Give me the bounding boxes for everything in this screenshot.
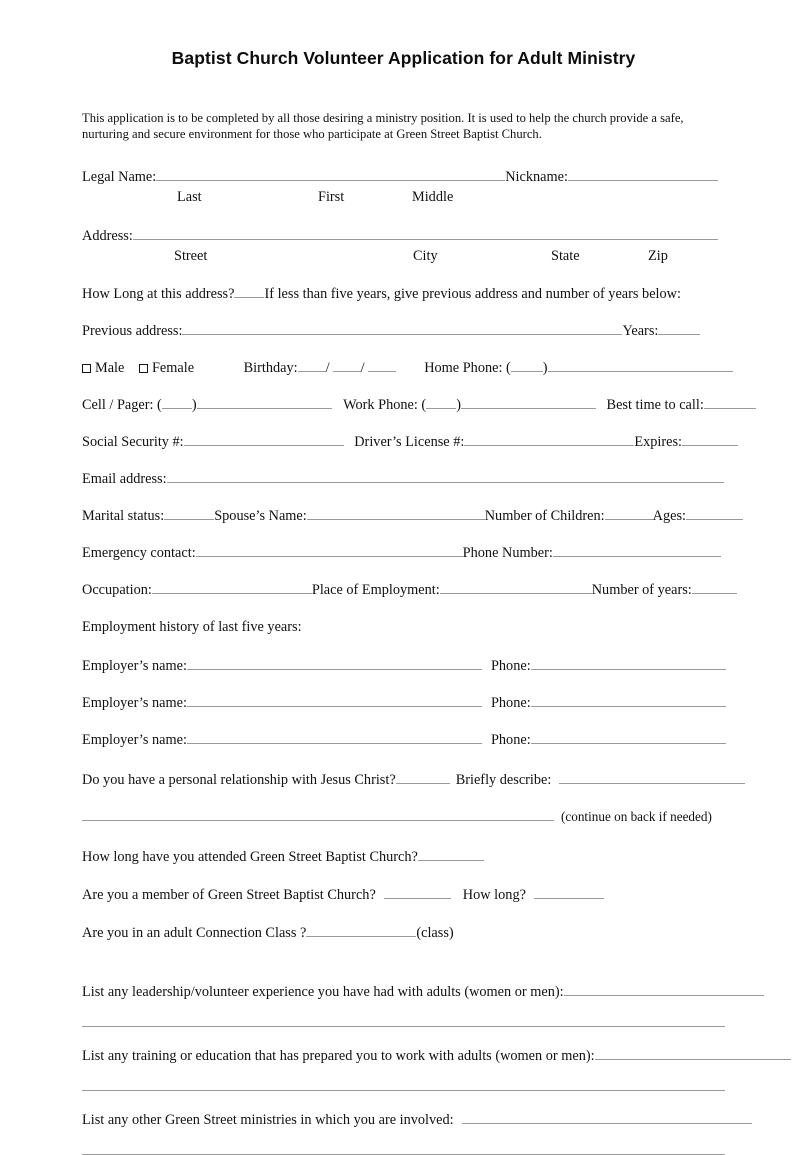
- address-captions: [82, 248, 725, 267]
- caption-state: State: [551, 248, 580, 264]
- briefly-describe-label: Briefly describe:: [455, 772, 552, 788]
- connection-class-row: [82, 904, 725, 942]
- years-input[interactable]: [658, 321, 700, 335]
- previous-address-row: [82, 303, 725, 340]
- how-long-address-tail: If less than five years, give previous address and number of years below:: [264, 286, 681, 302]
- birthday-label: Birthday:: [243, 360, 298, 376]
- birthday-year-input[interactable]: [368, 358, 396, 372]
- occupation-label: Occupation:: [82, 582, 152, 598]
- leadership-question-label: List any leadership/volunteer experience you have had with adults (women or men):: [82, 984, 564, 1000]
- email-row: [82, 451, 725, 488]
- number-children-label: Number of Children:: [484, 508, 605, 524]
- other-ministries-answer-line[interactable]: [82, 1129, 725, 1155]
- employer-phone-input[interactable]: [531, 656, 726, 670]
- cell-work-phone-row: [82, 377, 725, 414]
- email-input[interactable]: [167, 469, 724, 483]
- how-long-attended-row: [82, 826, 725, 866]
- place-employment-input[interactable]: [440, 580, 592, 594]
- cell-pager-label: Cell / Pager: (: [82, 397, 162, 413]
- address-input[interactable]: [133, 226, 718, 240]
- emergency-contact-label: Emergency contact:: [82, 545, 196, 561]
- nickname-input[interactable]: [568, 167, 718, 181]
- employer-name-label: Employer’s name:: [82, 732, 187, 748]
- ages-label: Ages:: [652, 508, 687, 524]
- cell-area-input[interactable]: [162, 395, 192, 409]
- leadership-input[interactable]: [564, 982, 764, 996]
- emergency-phone-input[interactable]: [553, 543, 721, 557]
- legal-name-row: [82, 142, 725, 186]
- how-long-input[interactable]: [534, 885, 604, 899]
- employer-name-input[interactable]: [187, 693, 482, 707]
- member-input[interactable]: [384, 885, 451, 899]
- marital-status-row: [82, 488, 725, 525]
- training-row: [82, 1027, 725, 1065]
- ssn-input[interactable]: [184, 432, 344, 446]
- drivers-license-input[interactable]: [464, 432, 634, 446]
- occupation-row: [82, 562, 725, 599]
- legal-name-label: Legal Name:: [82, 169, 157, 185]
- employer-row-3: [82, 712, 725, 749]
- ages-input[interactable]: [686, 506, 743, 520]
- connection-class-input[interactable]: [306, 923, 416, 937]
- continue-note: (continue on back if needed): [561, 809, 712, 824]
- how-long-label: How long?: [462, 887, 526, 903]
- previous-address-label: Previous address:: [82, 323, 183, 339]
- female-label: Female: [151, 360, 195, 376]
- work-phone-label: Work Phone: (: [343, 397, 427, 413]
- other-ministries-question-label: List any other Green Street ministries in which you are involved:: [82, 1112, 454, 1128]
- cell-pager-input[interactable]: [197, 395, 332, 409]
- checkbox-female[interactable]: [139, 364, 148, 373]
- caption-last: Last: [177, 189, 202, 205]
- legal-name-input[interactable]: [156, 167, 505, 181]
- employer-phone-input[interactable]: [531, 730, 726, 744]
- place-employment-label: Place of Employment:: [311, 582, 440, 598]
- leadership-row: [82, 942, 725, 1001]
- other-ministries-input[interactable]: [462, 1110, 752, 1124]
- home-phone-paren: ): [542, 360, 548, 376]
- caption-middle: Middle: [412, 189, 454, 205]
- cell-paren: ): [191, 397, 197, 413]
- training-question-label: List any training or education that has prepared you to work with adults (women or men):: [82, 1048, 595, 1064]
- work-paren: ): [456, 397, 461, 413]
- employer-row-1: [82, 636, 725, 675]
- number-children-input[interactable]: [605, 506, 653, 520]
- employer-name-label: Employer’s name:: [82, 695, 187, 711]
- caption-city: City: [413, 248, 438, 264]
- address-row: [82, 208, 725, 245]
- birthday-slash-2: /: [360, 360, 365, 376]
- spouse-name-input[interactable]: [307, 506, 485, 520]
- employer-name-label: Employer’s name:: [82, 658, 187, 674]
- spouse-name-label: Spouse’s Name:: [214, 508, 307, 524]
- how-long-attended-label: How long have you attended Green Street Baptist Church?: [82, 849, 418, 865]
- employer-phone-label: Phone:: [490, 732, 531, 748]
- form-content: [82, 0, 725, 1155]
- male-label: Male: [95, 360, 125, 376]
- how-long-address-input[interactable]: [234, 284, 264, 298]
- member-question-label: Are you a member of Green Street Baptist Church?: [82, 887, 376, 903]
- checkbox-male[interactable]: [82, 364, 91, 373]
- email-label: Email address:: [82, 471, 167, 487]
- how-long-address-label: How Long at this address?: [82, 286, 235, 302]
- connection-class-label: Are you in an adult Connection Class ?: [82, 925, 307, 941]
- briefly-describe-input[interactable]: [559, 770, 745, 784]
- caption-first: First: [318, 189, 345, 205]
- emergency-contact-row: [82, 525, 725, 562]
- employer-phone-label: Phone:: [490, 695, 531, 711]
- employment-history-label: Employment history of last five years:: [82, 619, 302, 635]
- address-label: Address:: [82, 228, 133, 244]
- how-long-attended-input[interactable]: [418, 847, 484, 861]
- years-label: Years:: [622, 323, 659, 339]
- employer-phone-input[interactable]: [531, 693, 726, 707]
- member-row: [82, 866, 725, 904]
- other-ministries-row: [82, 1091, 725, 1129]
- gender-birthday-phone-row: [82, 340, 725, 377]
- phone-number-label: Phone Number:: [462, 545, 553, 561]
- work-area-input[interactable]: [426, 395, 456, 409]
- drivers-license-label: Driver’s License #:: [354, 434, 465, 450]
- training-answer-line[interactable]: [82, 1065, 725, 1091]
- marital-status-input[interactable]: [164, 506, 214, 520]
- emergency-contact-input[interactable]: [196, 543, 463, 557]
- page-title: Baptist Church Volunteer Application for Adult Ministry: [171, 48, 636, 68]
- number-years-label: Number of years:: [591, 582, 692, 598]
- intro-paragraph: This application is to be completed by all those desiring a ministry position. It is used to help the church provide a safe, nurturing and secure environment for those who participate at Green Street Baptist Church.: [82, 111, 684, 141]
- caption-zip: Zip: [648, 248, 668, 264]
- birthday-slash-1: /: [325, 360, 330, 376]
- ssn-license-row: [82, 414, 725, 451]
- work-phone-input[interactable]: [461, 395, 596, 409]
- employer-row-2: [82, 675, 725, 712]
- relationship-input[interactable]: [396, 770, 450, 784]
- previous-address-input[interactable]: [182, 321, 622, 335]
- number-years-input[interactable]: [692, 580, 737, 594]
- employer-phone-label: Phone:: [490, 658, 531, 674]
- marital-status-label: Marital status:: [82, 508, 165, 524]
- class-note: (class): [416, 925, 454, 941]
- employment-history-heading: [82, 599, 725, 636]
- name-captions: [82, 189, 725, 208]
- expires-label: Expires:: [634, 434, 682, 450]
- briefly-describe-input-line2[interactable]: [82, 807, 554, 821]
- occupation-input[interactable]: [152, 580, 312, 594]
- employer-name-input[interactable]: [187, 656, 482, 670]
- caption-street: Street: [174, 248, 208, 264]
- how-long-address-row: [82, 267, 725, 303]
- home-phone-area-input[interactable]: [511, 358, 543, 372]
- best-time-input[interactable]: [704, 395, 756, 409]
- relationship-row: [82, 749, 725, 789]
- home-phone-input[interactable]: [548, 358, 733, 372]
- birthday-day-input[interactable]: [333, 358, 361, 372]
- best-time-label: Best time to call:: [606, 397, 704, 413]
- nickname-label: Nickname:: [505, 169, 568, 185]
- expires-input[interactable]: [682, 432, 738, 446]
- leadership-answer-line[interactable]: [82, 1001, 725, 1027]
- employer-name-input[interactable]: [187, 730, 482, 744]
- relationship-question-label: Do you have a personal relationship with Jesus Christ?: [82, 772, 396, 788]
- ssn-label: Social Security #:: [82, 434, 184, 450]
- birthday-month-input[interactable]: [298, 358, 326, 372]
- training-input[interactable]: [595, 1046, 791, 1060]
- home-phone-label: Home Phone: (: [424, 360, 511, 376]
- continue-row: [82, 789, 725, 826]
